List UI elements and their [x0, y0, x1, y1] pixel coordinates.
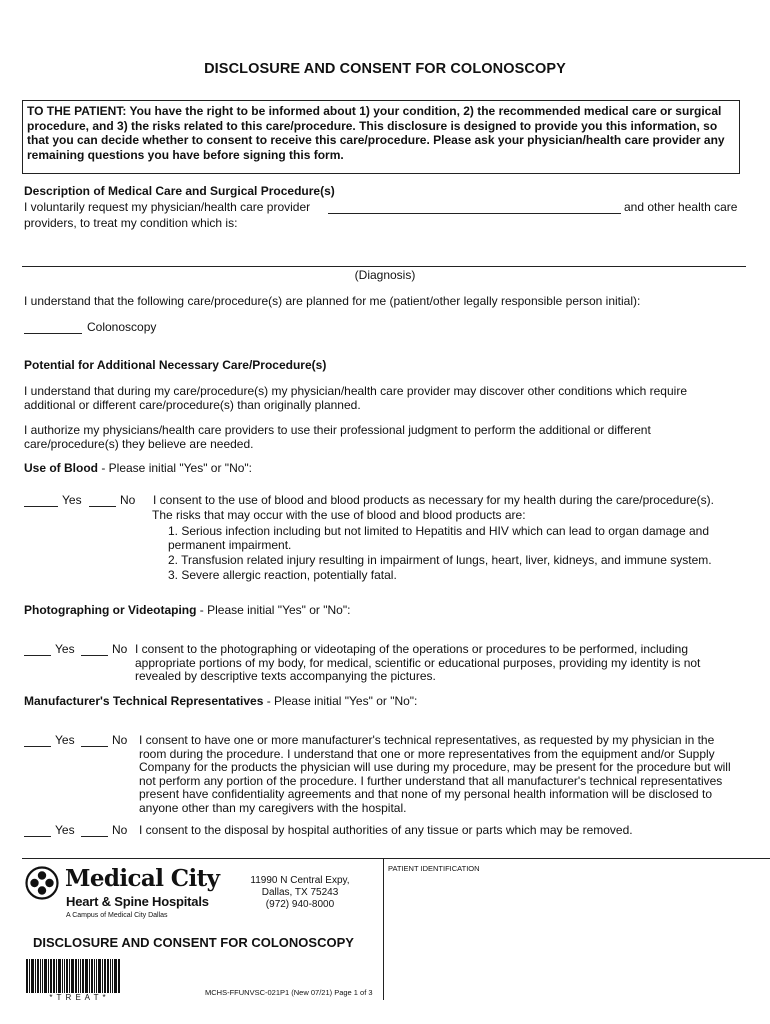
page-title: DISCLOSURE AND CONSENT FOR COLONOSCOPY: [204, 61, 566, 77]
description-line2: providers, to treat my condition which is:: [24, 216, 238, 230]
diagnosis-label: (Diagnosis): [354, 268, 416, 282]
photo-heading: Photographing or Videotaping: [24, 603, 197, 617]
footer-vertical-divider: [383, 858, 384, 1000]
footer-divider: [22, 858, 770, 859]
provider-name-field[interactable]: [328, 213, 621, 214]
diagnosis-field[interactable]: [22, 266, 746, 267]
blood-heading-row: [24, 462, 252, 476]
hospital-phone: (972) 940-8000: [265, 899, 335, 910]
photo-instruction: - Please initial "Yes" or "No":: [196, 603, 351, 617]
photo-no-label: No: [112, 642, 128, 656]
blood-risks-intro: The risks that may occur with the use of blood and blood products are:: [152, 508, 526, 522]
tissue-no-label: No: [112, 823, 128, 837]
form-code: MCHS-FFUNVSC-021P1 (New 07/21) Page 1 of 3: [205, 988, 373, 997]
blood-instruction: - Please initial "Yes" or "No":: [98, 461, 252, 475]
reps-no-label: No: [112, 733, 128, 747]
blood-risk-item: [168, 554, 748, 568]
procedure-initial-field[interactable]: [24, 333, 82, 334]
reps-instruction: - Please initial "Yes" or "No":: [263, 694, 418, 708]
blood-risk-2: 2. Transfusion related injury resulting in impairment of lungs, heart, liver, kidneys, and immune system.: [168, 553, 712, 567]
reps-heading-row: [24, 695, 417, 709]
patient-notice-box: TO THE PATIENT: You have the right to be informed about 1) your condition, 2) the recommended medical care or surgical procedure, and 3) the risks related to this care/procedure. This disclosure is designed to provide you this information, so that you can decide whether to consent to receive this care/procedure. Please ask your physician/health care provider any remaining questions you have before signing this form.: [22, 100, 740, 174]
blood-yes-label: Yes: [62, 493, 82, 507]
reps-heading: Manufacturer's Technical Representatives: [24, 694, 264, 708]
tissue-yes-label: Yes: [55, 823, 75, 837]
reps-consent: I consent to have one or more manufacturer's technical representatives, as requested by my physician in the room during the procedure. I understand that one or more representatives from the equipment and/or Supply Company for the products the physician will use during my procedure, may be present for the procedure but will not perform any portion of the procedure. I further understand that all manufacturer's technical representatives present have confidentiality agreements and that none of my personal health information will be disclosed to anyone other than my caregivers with the hospital.: [139, 733, 731, 815]
additional-p2: I authorize my physicians/health care providers to use their professional judgment to perform the additional or different care/procedure(s) they believe are needed.: [24, 423, 651, 451]
photo-no-field[interactable]: [81, 655, 108, 656]
footer-form-title: DISCLOSURE AND CONSENT FOR COLONOSCOPY: [33, 935, 354, 950]
blood-yes-field[interactable]: [24, 506, 58, 507]
tissue-no-field[interactable]: [81, 836, 108, 837]
reps-yes-field[interactable]: [24, 746, 51, 747]
blood-risk-3: 3. Severe allergic reaction, potentially fatal.: [168, 568, 397, 582]
photo-yes-label: Yes: [55, 642, 75, 656]
blood-risk-item: [168, 525, 738, 552]
barcode-text: * T R E A T *: [49, 993, 107, 1002]
barcode-icon: [26, 959, 130, 993]
photo-yes-field[interactable]: [24, 655, 51, 656]
photo-heading-row: [24, 604, 350, 618]
description-line1-end: and other health care: [624, 200, 738, 214]
blood-consent: I consent to the use of blood and blood products as necessary for my health during the care/procedure(s).: [153, 493, 714, 507]
medical-city-logo-icon: [25, 866, 59, 900]
additional-heading: Potential for Additional Necessary Care/Procedure(s): [24, 358, 327, 372]
blood-risk-item: [168, 569, 738, 583]
reps-yes-label: Yes: [55, 733, 75, 747]
blood-risk-1: 1. Serious infection including but not limited to Hepatitis and HIV which can lead to organ damage and permanent impairment.: [168, 524, 709, 552]
description-heading: Description of Medical Care and Surgical Procedure(s): [24, 184, 335, 198]
logo-subtitle: Heart & Spine Hospitals: [66, 894, 209, 909]
logo-name: Medical City: [65, 865, 220, 892]
patient-id-area[interactable]: [389, 875, 769, 995]
reps-no-field[interactable]: [81, 746, 108, 747]
tissue-yes-field[interactable]: [24, 836, 51, 837]
address-line-1: 11990 N Central Expy,: [250, 875, 350, 886]
blood-heading: Use of Blood: [24, 461, 98, 475]
hospital-address: [240, 875, 360, 911]
patient-id-label: PATIENT IDENTIFICATION: [388, 864, 480, 873]
additional-p1: I understand that during my care/procedure(s) my physician/health care provider may discover other conditions which require additional or different care/procedure(s) than originally planned.: [24, 384, 687, 412]
photo-consent: I consent to the photographing or videotaping of the operations or procedures to be performed, including appropriate portions of my body, for medical, scientific or educational purposes, providing my identity is not revealed by descriptive texts accompanying the pictures.: [135, 642, 701, 683]
address-line-2: Dallas, TX 75243: [261, 887, 339, 898]
description-line1-start: I voluntarily request my physician/health care provider: [24, 200, 311, 214]
tissue-consent: I consent to the disposal by hospital authorities of any tissue or parts which may be removed.: [139, 823, 633, 837]
blood-no-field[interactable]: [89, 506, 116, 507]
blood-no-label: No: [120, 493, 136, 507]
planned-text: I understand that the following care/procedure(s) are planned for me (patient/other legally responsible person initial):: [24, 294, 641, 308]
procedure-name: Colonoscopy: [87, 320, 157, 334]
logo-campus: A Campus of Medical City Dallas: [66, 912, 168, 919]
